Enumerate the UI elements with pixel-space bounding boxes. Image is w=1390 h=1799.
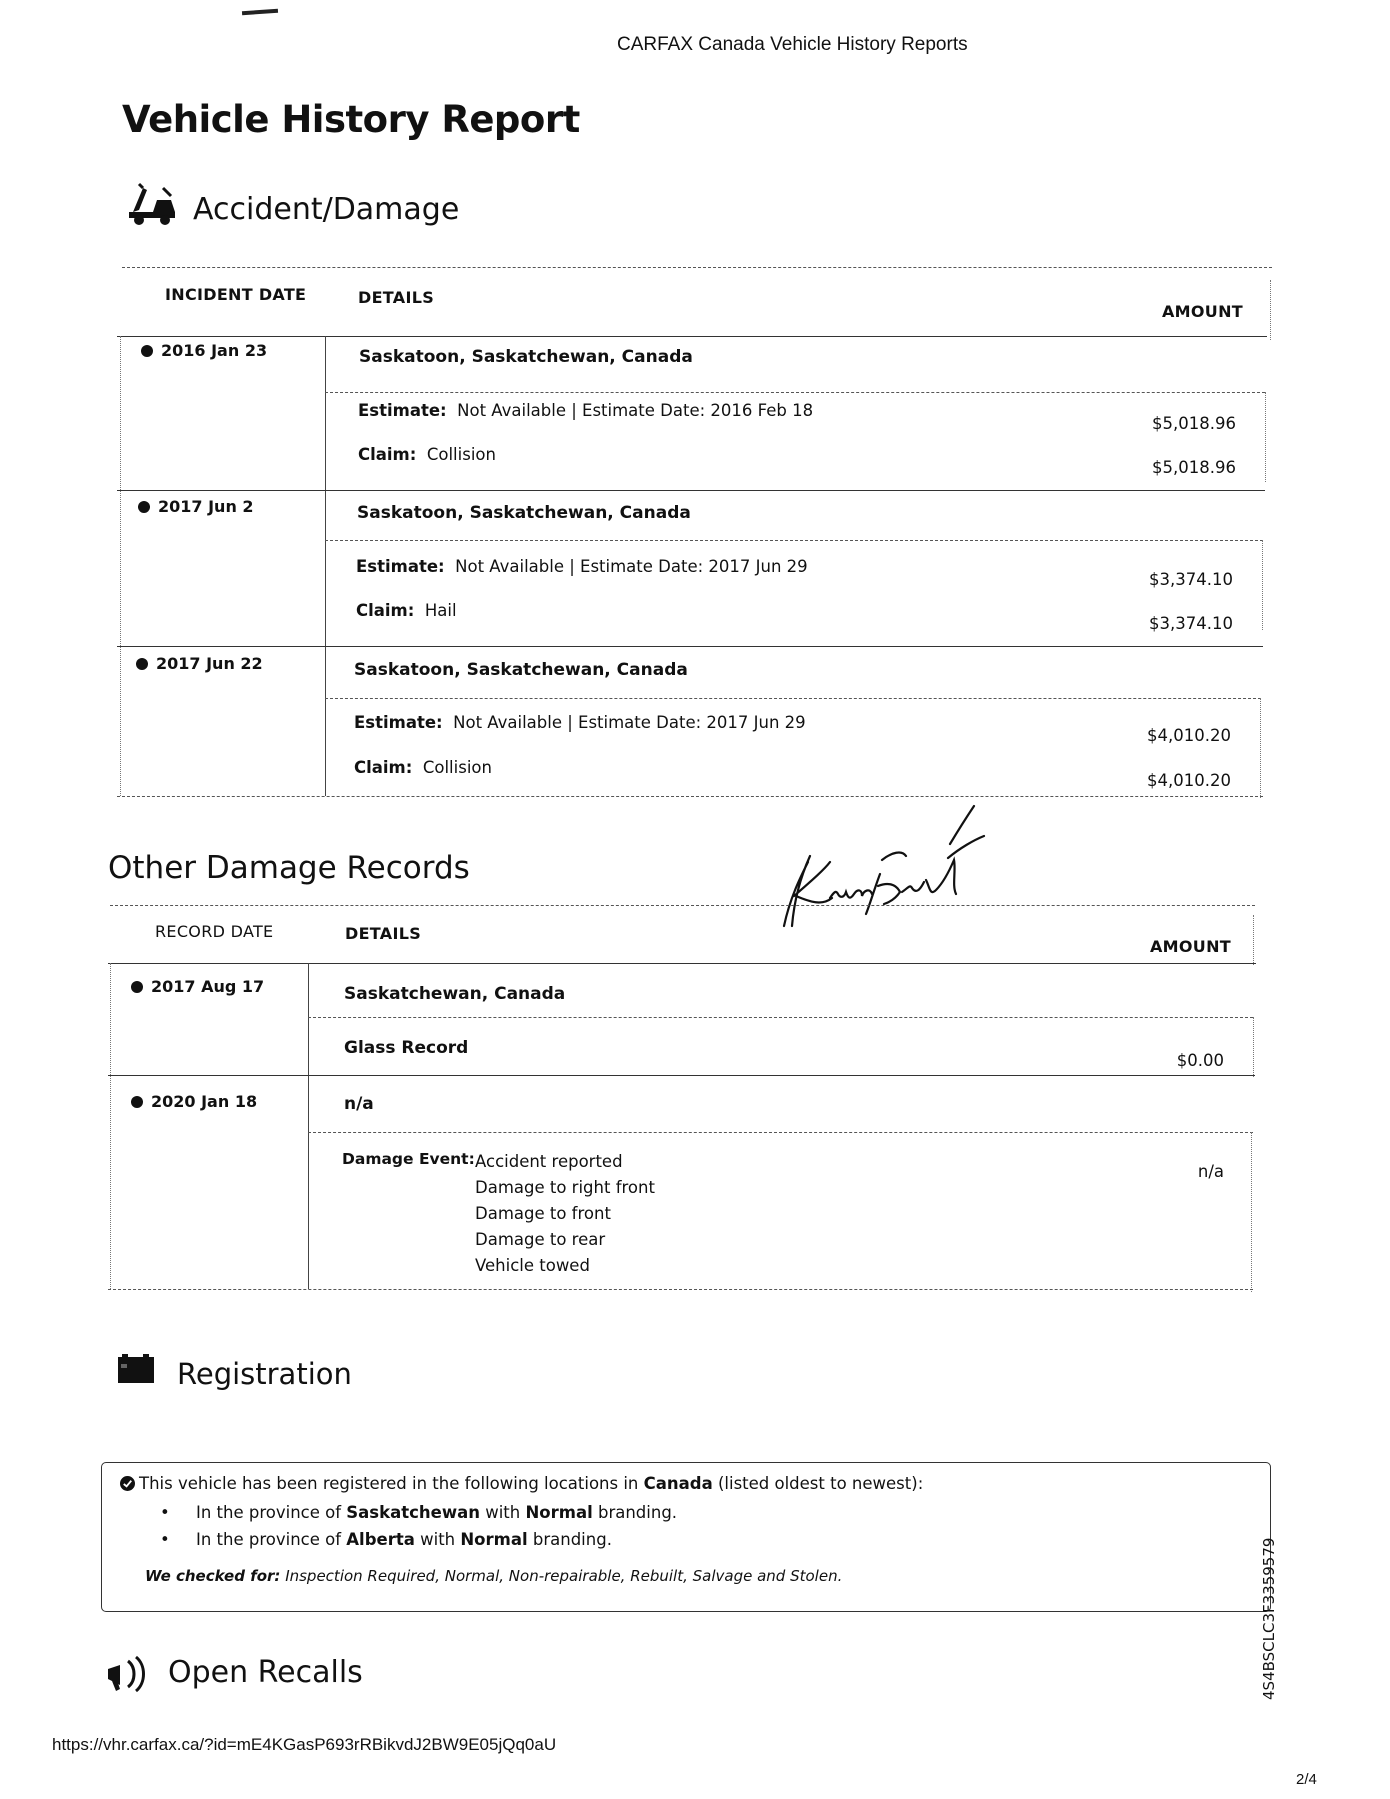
table-border xyxy=(1251,1132,1252,1292)
record-date: 2020 Jan 18 xyxy=(131,1092,257,1111)
table-border xyxy=(325,540,1263,541)
table-border xyxy=(1265,392,1266,482)
damage-event-item: Vehicle towed xyxy=(475,1256,590,1275)
signature xyxy=(770,798,1070,948)
table-border xyxy=(308,963,309,1289)
table-border xyxy=(1262,540,1263,630)
table-border xyxy=(325,336,326,796)
table-border xyxy=(1253,1017,1254,1077)
col-amount: AMOUNT xyxy=(1162,302,1244,321)
registration-checked: We checked for: Inspection Required, Normal, Non-repairable, Rebuilt, Salvage and Stolen. xyxy=(145,1567,843,1585)
claim-amount: $4,010.20 xyxy=(1147,771,1231,790)
table-border xyxy=(120,336,121,796)
other-damage-title: Other Damage Records xyxy=(108,850,470,886)
estimate-amount: $4,010.20 xyxy=(1147,726,1231,745)
tow-truck-icon xyxy=(127,182,179,226)
scan-mark xyxy=(242,9,278,16)
record-amount: n/a xyxy=(1197,1162,1224,1181)
table-border xyxy=(1253,915,1254,965)
table-border xyxy=(117,336,1267,337)
damage-event-item: Damage to rear xyxy=(475,1230,606,1249)
megaphone-icon xyxy=(106,1655,154,1693)
registration-item: • In the province of Saskatchewan with Normal branding. xyxy=(160,1503,678,1522)
table-border xyxy=(117,646,1263,647)
table-border xyxy=(110,963,111,1289)
table-border xyxy=(108,1289,1253,1290)
claim-amount: $3,374.10 xyxy=(1149,614,1233,633)
registration-item: • In the province of Alberta with Normal branding. xyxy=(160,1530,612,1549)
estimate-amount: $5,018.96 xyxy=(1152,414,1236,433)
damage-event-item: Damage to right front xyxy=(475,1178,655,1197)
table-border xyxy=(308,1017,1253,1018)
claim-line: Claim: Collision xyxy=(358,445,496,464)
col-amount: AMOUNT xyxy=(1150,937,1232,956)
col-incident-date: INCIDENT DATE xyxy=(165,285,307,304)
table-border xyxy=(1260,698,1261,798)
table-border xyxy=(325,392,1265,393)
incident-date: 2017 Jun 22 xyxy=(136,654,263,673)
col-details: DETAILS xyxy=(358,288,435,307)
table-border xyxy=(117,490,1265,491)
report-title: Vehicle History Report xyxy=(122,98,580,141)
record-location: Saskatchewan, Canada xyxy=(344,984,566,1004)
open-recalls-title: Open Recalls xyxy=(168,1655,363,1690)
footer-url[interactable]: https://vhr.carfax.ca/?id=mE4KGasP693rRBikvdJ2BW9E05jQq0aU xyxy=(52,1735,557,1754)
incident-location: Saskatoon, Saskatchewan, Canada xyxy=(354,660,688,680)
check-circle-icon xyxy=(120,1476,135,1491)
incident-location: Saskatoon, Saskatchewan, Canada xyxy=(359,347,693,367)
table-border xyxy=(117,796,1263,797)
table-border xyxy=(1270,280,1271,340)
page-header: CARFAX Canada Vehicle History Reports xyxy=(617,34,968,55)
col-details: DETAILS xyxy=(345,924,422,943)
registration-title: Registration xyxy=(177,1357,352,1391)
registration-icon xyxy=(117,1354,155,1384)
estimate-line: Estimate: Not Available | Estimate Date: 2017 Jun 29 xyxy=(356,557,808,576)
table-border xyxy=(122,267,1272,268)
estimate-line: Estimate: Not Available | Estimate Date: 2017 Jun 29 xyxy=(354,713,806,732)
table-border xyxy=(325,698,1261,699)
claim-line: Claim: Hail xyxy=(356,601,457,620)
claim-amount: $5,018.96 xyxy=(1152,458,1236,477)
estimate-amount: $3,374.10 xyxy=(1149,570,1233,589)
table-border xyxy=(308,1132,1253,1133)
record-amount: $0.00 xyxy=(1176,1051,1224,1070)
estimate-line: Estimate: Not Available | Estimate Date: 2016 Feb 18 xyxy=(358,401,814,420)
table-border xyxy=(108,963,1256,964)
registration-intro: This vehicle has been registered in the following locations in Canada (listed oldest to newest): xyxy=(120,1474,923,1493)
claim-line: Claim: Collision xyxy=(354,758,492,777)
accident-section-title: Accident/Damage xyxy=(193,192,460,227)
record-detail: Glass Record xyxy=(344,1038,469,1058)
table-border xyxy=(108,1075,1255,1076)
incident-location: Saskatoon, Saskatchewan, Canada xyxy=(357,503,691,523)
table-border xyxy=(110,905,1255,906)
damage-event-label: Damage Event: xyxy=(342,1150,475,1168)
col-record-date: RECORD DATE xyxy=(155,922,274,941)
incident-date: 2017 Jun 2 xyxy=(138,497,254,516)
record-date: 2017 Aug 17 xyxy=(131,977,264,996)
damage-event-item: Damage to front xyxy=(475,1204,611,1223)
record-location: n/a xyxy=(344,1094,374,1114)
damage-event-item: Accident reported xyxy=(475,1152,623,1171)
incident-date: 2016 Jan 23 xyxy=(141,341,267,360)
page-number: 2/4 xyxy=(1296,1771,1317,1788)
vin-side: 4S4BSCLC3F3359579 xyxy=(1260,1537,1278,1700)
